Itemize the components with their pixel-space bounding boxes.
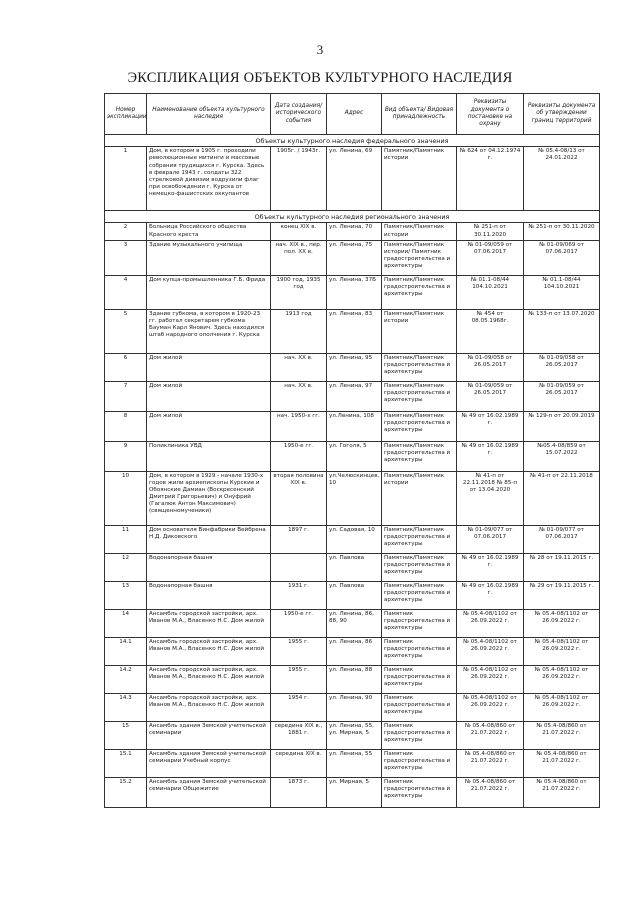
cell-boundaries-doc: № 129-п от 20.09.2019 (524, 411, 600, 441)
cell-address: ул.Челюскинцев, 10 (327, 471, 382, 525)
cell-number: 15 (105, 721, 147, 749)
cell-type: Памятник/Памятник истории (382, 147, 457, 211)
cell-date: нач. 1950-х гг. (271, 411, 327, 441)
cell-type: Памятник/Памятник градостроительства и архитектуры (382, 441, 457, 471)
cell-number: 15.2 (105, 777, 147, 807)
cell-number: 14 (105, 609, 147, 637)
cell-date: нач. XIX в., пер. пол. XX в. (271, 240, 327, 275)
page-number: 3 (316, 42, 324, 57)
cell-type: Памятник/Памятник градостроительства и архитектуры (382, 353, 457, 381)
cell-protection-doc: № 05.4-08/860 от 21.07.2022 г. (457, 749, 524, 777)
cell-name: Ансамбль здания Земской учительской семинарии Общежитие (147, 777, 271, 807)
cell-type: Памятник/Памятник градостроительства и архитектуры (382, 553, 457, 581)
cell-type: Памятник/Памятник истории (382, 471, 457, 525)
cell-date: 1897 г. (271, 525, 327, 553)
cell-address: ул. Ленина, 88 (327, 665, 382, 693)
cell-name: Дом, в котором в 1929 - начале 1930-х годов жили архиепископы Курские и Обоянские Дамиан (Воскресенский Дмитрий Григорьевич) и Ону́фрий (Гагалюк Антон Максимович) (священномученики) (147, 471, 271, 525)
cell-address: ул. Павлова (327, 581, 382, 609)
cell-protection-doc: № 01-09/059 от 26.05.2017 (457, 381, 524, 411)
cell-type: Памятник градостроительства и архитектуры (382, 721, 457, 749)
cell-address: ул. Павлова (327, 553, 382, 581)
cell-type: Памятник/Памятник истории (382, 223, 457, 240)
header-protection-doc: Реквизиты документа о постановке на охрану (457, 94, 524, 135)
cell-date: 1931 г. (271, 581, 327, 609)
cell-boundaries-doc: № 05.4-08/860 от 21.07.2022 г. (524, 777, 600, 807)
cell-date: 1950-е гг. (271, 441, 327, 471)
table-row (105, 471, 600, 525)
cell-protection-doc: № 05.4-08/860 от 21.07.2022 г. (457, 721, 524, 749)
cell-number: 9 (105, 441, 147, 471)
cell-type: Памятник/Памятник истории (382, 309, 457, 353)
table-row (105, 223, 600, 240)
cell-date: 1900 год, 1935 год (271, 275, 327, 309)
cell-boundaries-doc: № 05.4-08/1102 от 26.09.2022 г. (524, 665, 600, 693)
cell-name: Дом жилой (147, 381, 271, 411)
cell-number: 14.2 (105, 665, 147, 693)
table-row (105, 637, 600, 665)
cell-address: ул. Ленина, 55, ул. Мирная, 5 (327, 721, 382, 749)
cell-boundaries-doc: № 29 от 19.11.2015 г. (524, 581, 600, 609)
cell-type: Памятник/Памятник истории/ Памятник градостроительства и архитектуры (382, 240, 457, 275)
cell-type: Памятник градостроительства и архитектуры (382, 637, 457, 665)
cell-date: 1913 год (271, 309, 327, 353)
cell-address: ул. Ленина, 37Б (327, 275, 382, 309)
cell-type: Памятник градостроительства и архитектуры (382, 609, 457, 637)
cell-address: ул.Ленина, 108 (327, 411, 382, 441)
section-title: Объекты культурного наследия федерального значения (105, 135, 600, 147)
cell-protection-doc: № 05.4-08/1102 от 26.09.2022 г. (457, 693, 524, 721)
cell-number: 6 (105, 353, 147, 381)
cell-type: Памятник/Памятник градостроительства и архитектуры (382, 525, 457, 553)
cell-protection-doc: № 49 от 16.02.1989 г. (457, 553, 524, 581)
table-row (105, 147, 600, 211)
cell-protection-doc: № 01-09/058 от 26.05.2017 (457, 353, 524, 381)
cell-protection-doc: № 05.4-08/1102 от 26.09.2022 г. (457, 637, 524, 665)
table-row (105, 609, 600, 637)
cell-address: ул. Ленина, 69 (327, 147, 382, 211)
table-row (105, 309, 600, 353)
cell-type: Памятник/Памятник градостроительства и архитектуры (382, 381, 457, 411)
table-row (105, 777, 600, 807)
section-header-row (105, 211, 600, 223)
table-row (105, 749, 600, 777)
cell-date: 1955 г. (271, 637, 327, 665)
header-boundaries-doc: Реквизиты документа об утверждении границ территорий (524, 94, 600, 135)
cell-type: Памятник/Памятник градостроительства и архитектуры (382, 411, 457, 441)
table-row (105, 553, 600, 581)
cell-protection-doc: № 624 от 04.12.1974 г. (457, 147, 524, 211)
section-title: Объекты культурного наследия регионального значения (105, 211, 600, 223)
table-row (105, 581, 600, 609)
cell-date: 1955 г. (271, 665, 327, 693)
header-date: Дата создания/ исторического события (271, 94, 327, 135)
cell-date: 1905г. / 1943г. (271, 147, 327, 211)
cell-protection-doc: № 01-09/077 от 07.06.2017 (457, 525, 524, 553)
cell-number: 10 (105, 471, 147, 525)
cell-name: Ансамбль здания Земской учительской семинарии (147, 721, 271, 749)
cell-address: ул. Мирная, 5 (327, 777, 382, 807)
cell-date: 1950-е гг. (271, 609, 327, 637)
cell-name: Водонапорная башня (147, 553, 271, 581)
table-row (105, 381, 600, 411)
cell-boundaries-doc: № 01-09/077 от 07.06.2017 (524, 525, 600, 553)
cell-boundaries-doc: № 01-09/069 от 07.06.2017 (524, 240, 600, 275)
document-title: ЭКСПЛИКАЦИЯ ОБЪЕКТОВ КУЛЬТУРНОГО НАСЛЕДИЯ (127, 70, 513, 86)
cell-number: 12 (105, 553, 147, 581)
cell-date: середина XIX в., 1881 г. (271, 721, 327, 749)
cell-name: Ансамбль городской застройки, арх. Иванов М.А., Власенко Н.С. Дом жилой (147, 609, 271, 637)
cell-boundaries-doc: № 05.4-08/13 от 24.01.2022 (524, 147, 600, 211)
cell-number: 5 (105, 309, 147, 353)
cell-name: Дом, в котором в 1905 г. проходили революционные митинги и массовые собрания трудящихся г. Курска. Здесь в феврале 1943 г. солдаты 322 стрелковой дивизии водрузили флаг при освобождении г. Курска от немецко-фашистских оккупантов (147, 147, 271, 211)
cell-boundaries-doc: № 05.4-08/1102 от 26.09.2022 г. (524, 609, 600, 637)
cell-boundaries-doc: № 41-п от 22.11.2018 (524, 471, 600, 525)
cell-name: Дом жилой (147, 353, 271, 381)
cell-date: нач. XX в. (271, 353, 327, 381)
cell-number: 14.3 (105, 693, 147, 721)
cell-protection-doc: № 49 от 16.02.1989 г. (457, 411, 524, 441)
table-row (105, 693, 600, 721)
cell-date: 1873 г. (271, 777, 327, 807)
cell-protection-doc: № 49 от 16.02.1989 г. (457, 441, 524, 471)
cell-name: Ансамбль городской застройки, арх. Иванов М.А., Власенко Н.С. Дом жилой (147, 665, 271, 693)
cell-date: конец XIX в. (271, 223, 327, 240)
cell-protection-doc: № 251-п от 30.11.2020 (457, 223, 524, 240)
table-row (105, 240, 600, 275)
cell-boundaries-doc: № 05.4-08/860 от 21.07.2022 г. (524, 721, 600, 749)
cell-name: Поликлиника УВД (147, 441, 271, 471)
section-header-row (105, 135, 600, 147)
cell-name: Ансамбль здания Земской учительской семинарии Учебный корпус (147, 749, 271, 777)
cell-boundaries-doc: № 01.1-08/44 104.10.2021 (524, 275, 600, 309)
header-type: Вид объекта/ Видовая принадлежность (382, 94, 457, 135)
cell-address: ул. Гоголя, 5 (327, 441, 382, 471)
cell-number: 13 (105, 581, 147, 609)
cell-protection-doc: № 01-09/059 от 07.06.2017 (457, 240, 524, 275)
cell-boundaries-doc: № 01-09/059 от 26.05.2017 (524, 381, 600, 411)
header-name: Наименование объекта культурного наследия (147, 94, 271, 135)
cell-name: Водонапорная башня (147, 581, 271, 609)
table-row (105, 411, 600, 441)
cell-address: ул. Ленина, 97 (327, 381, 382, 411)
cell-boundaries-doc: № 28 от 19.11.2015 г. (524, 553, 600, 581)
cell-number: 3 (105, 240, 147, 275)
cell-date: 1954 г. (271, 693, 327, 721)
cell-name: Дом основателя Винфабрики Вейбрена Н.Д. Диковского (147, 525, 271, 553)
cell-type: Памятник градостроительства и архитектуры (382, 665, 457, 693)
cell-name: Больница Российского общества Красного креста (147, 223, 271, 240)
cell-date: вторая половина XIX в. (271, 471, 327, 525)
table-row (105, 721, 600, 749)
cell-name: Ансамбль городской застройки, арх. Иванов М.А., Власенко Н.С. Дом жилой (147, 693, 271, 721)
cell-date: нач. XX в. (271, 381, 327, 411)
cell-number: 8 (105, 411, 147, 441)
cell-number: 14.1 (105, 637, 147, 665)
cell-type: Памятник градостроительства и архитектуры (382, 749, 457, 777)
cell-address: ул. Ленина, 95 (327, 353, 382, 381)
table-header-row (105, 94, 600, 135)
cell-number: 2 (105, 223, 147, 240)
cell-number: 4 (105, 275, 147, 309)
table-row (105, 665, 600, 693)
cell-number: 15.1 (105, 749, 147, 777)
cell-name: Дом жилой (147, 411, 271, 441)
cell-name: Дом купца-промышленника Г.Б. Фрида (147, 275, 271, 309)
cell-protection-doc: № 454 от 08.05.1968г. (457, 309, 524, 353)
table-row (105, 353, 600, 381)
cell-type: Памятник/Памятник градостроительства и архитектуры (382, 581, 457, 609)
cell-boundaries-doc: № 251-п от 30.11.2020 (524, 223, 600, 240)
cell-date (271, 553, 327, 581)
cell-protection-doc: № 05.4-08/860 от 21.07.2022 г. (457, 777, 524, 807)
cell-protection-doc: № 49 от 16.02.1989 г. (457, 581, 524, 609)
cell-address: ул. Ленина, 70 (327, 223, 382, 240)
cell-name: Ансамбль городской застройки, арх. Иванов М.А., Власенко Н.С. Дом жилой (147, 637, 271, 665)
table-row (105, 525, 600, 553)
cell-boundaries-doc: № 01-09/058 от 26.05.2017 (524, 353, 600, 381)
table-body (105, 135, 600, 808)
cell-boundaries-doc: № 133-п от 13.07.2020 (524, 309, 600, 353)
cell-protection-doc: № 05.4-08/1102 от 26.09.2022 г. (457, 665, 524, 693)
cell-protection-doc: № 05.4-08/1102 от 26.09.2022 г. (457, 609, 524, 637)
cell-boundaries-doc: № 05.4-08/860 от 21.07.2022 г. (524, 749, 600, 777)
cell-address: ул. Ленина, 86 (327, 637, 382, 665)
cell-address: ул. Ленина, 90 (327, 693, 382, 721)
cell-type: Памятник/Памятник градостроительства и архитектуры (382, 275, 457, 309)
cell-address: ул. Ленина, 75 (327, 240, 382, 275)
cell-type: Памятник градостроительства и архитектуры (382, 777, 457, 807)
table-row (105, 441, 600, 471)
header-address: Адрес (327, 94, 382, 135)
cell-type: Памятник градостроительства и архитектуры (382, 693, 457, 721)
header-number: Номер экспликации (105, 94, 147, 135)
cell-name: Здание музыкального училища (147, 240, 271, 275)
cell-date: середина XIX в. (271, 749, 327, 777)
cell-address: ул. Садовая, 10 (327, 525, 382, 553)
cell-number: 11 (105, 525, 147, 553)
cell-boundaries-doc: № 05.4-08/1102 от 26.09.2022 г. (524, 637, 600, 665)
cell-number: 7 (105, 381, 147, 411)
cell-boundaries-doc: №05.4-08/859 от 15.07.2022 (524, 441, 600, 471)
heritage-table (104, 93, 600, 808)
cell-number: 1 (105, 147, 147, 211)
cell-protection-doc: № 01.1-08/44 104.10.2021 (457, 275, 524, 309)
cell-boundaries-doc: № 05.4-08/1102 от 26.09.2022 г. (524, 693, 600, 721)
cell-name: Здание губкома, в котором в 1920-23 гг. работал секретарем губкома Бауман Карл Янович. Здесь находился штаб народного ополчения г. Курска (147, 309, 271, 353)
cell-protection-doc: № 41-п от 22.11.2018 № 85-п от 13.04.2020 (457, 471, 524, 525)
table-row (105, 275, 600, 309)
cell-address: ул. Ленина, 55 (327, 749, 382, 777)
cell-address: ул. Ленина, 83 (327, 309, 382, 353)
cell-address: ул. Ленина, 86, 88, 90 (327, 609, 382, 637)
